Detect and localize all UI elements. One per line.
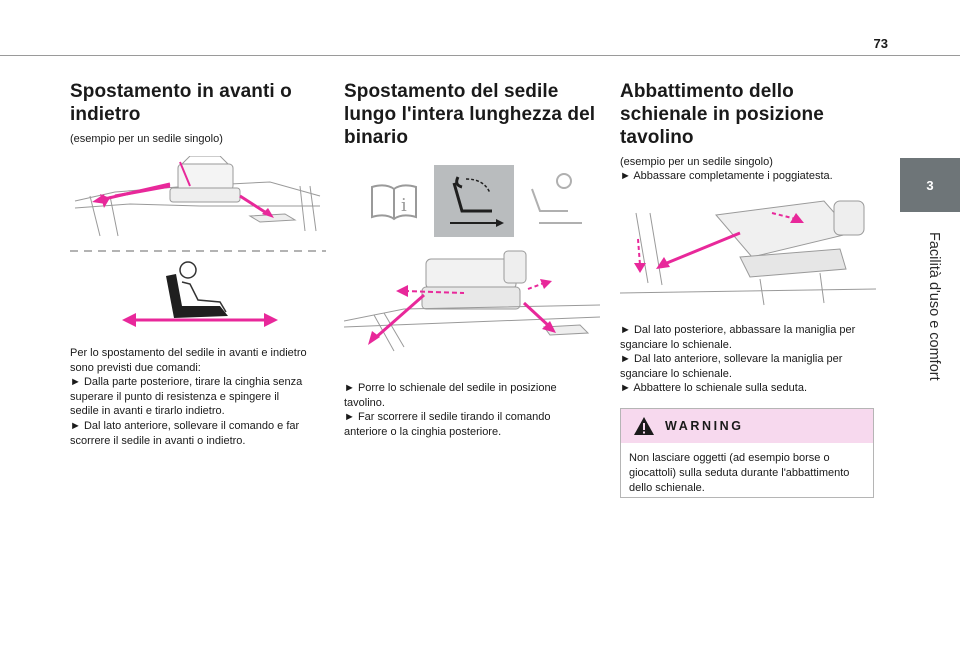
page-number: 73	[873, 36, 888, 51]
chapter-tab[interactable]: 3	[900, 158, 960, 212]
section-title: Abbattimento dello schienale in posizione tavolino	[620, 81, 824, 148]
seat-occupant-icon	[70, 260, 326, 330]
chapter-label	[922, 232, 942, 402]
header-rule	[0, 55, 960, 56]
section-backrest-table	[620, 80, 878, 396]
warning-title: WARNING	[665, 419, 744, 433]
backrest-fold-illustration	[620, 193, 876, 311]
section-title: Spostamento del sedile lungo l'intera lunghezza del binario	[344, 81, 596, 148]
example-note: (esempio per un sedile singolo) ► Abbassare completamente i poggiatesta.	[620, 156, 833, 182]
svg-text:i: i	[401, 195, 407, 216]
instructions-text: ► Porre lo schienale del sedile in posizione tavolino. ► Far scorrere il sedile tirando il comando anteriore o la cinghia posteriore.	[344, 382, 557, 438]
section-full-rail	[344, 80, 602, 439]
warning-text: Non lasciare oggetti (ad esempio borse o giocattoli) sulla seduta durante l'abbattimento dello schienale.	[629, 452, 850, 494]
seat-rail-illustration	[344, 247, 600, 367]
instructions-text: Per lo spostamento del sedile in avanti e indietro sono previsti due comandi: ► Dalla parte posteriore, tirare la cinghia senza superare il punto di resistenza e spingere il sedile in avanti e tirarlo indietro. ► Dal lato anteriore, sollevare il comando e far scorrere il sedile in avanti o indietro.	[70, 347, 307, 447]
warning-header	[621, 409, 873, 443]
instructions-text: ► Dal lato posteriore, abbassare la maniglia per sganciare lo schienale. ► Dal lato anteriore, sollevare la maniglia per sganciare lo schienale. ► Abbattere lo schienale sulla seduta.	[620, 324, 856, 395]
dashed-divider	[70, 246, 326, 256]
section-title: Spostamento in avanti o indietro	[70, 81, 292, 125]
seat-slide-illustration	[70, 156, 326, 246]
warning-triangle-icon	[633, 416, 655, 436]
chapter-label-text: Facilità d'uso e comfort	[926, 232, 942, 381]
example-note: (esempio per un sedile singolo)	[70, 133, 223, 145]
section-forward-backward	[70, 80, 328, 448]
seat-mode-icons	[354, 165, 594, 237]
warning-box	[620, 408, 874, 498]
